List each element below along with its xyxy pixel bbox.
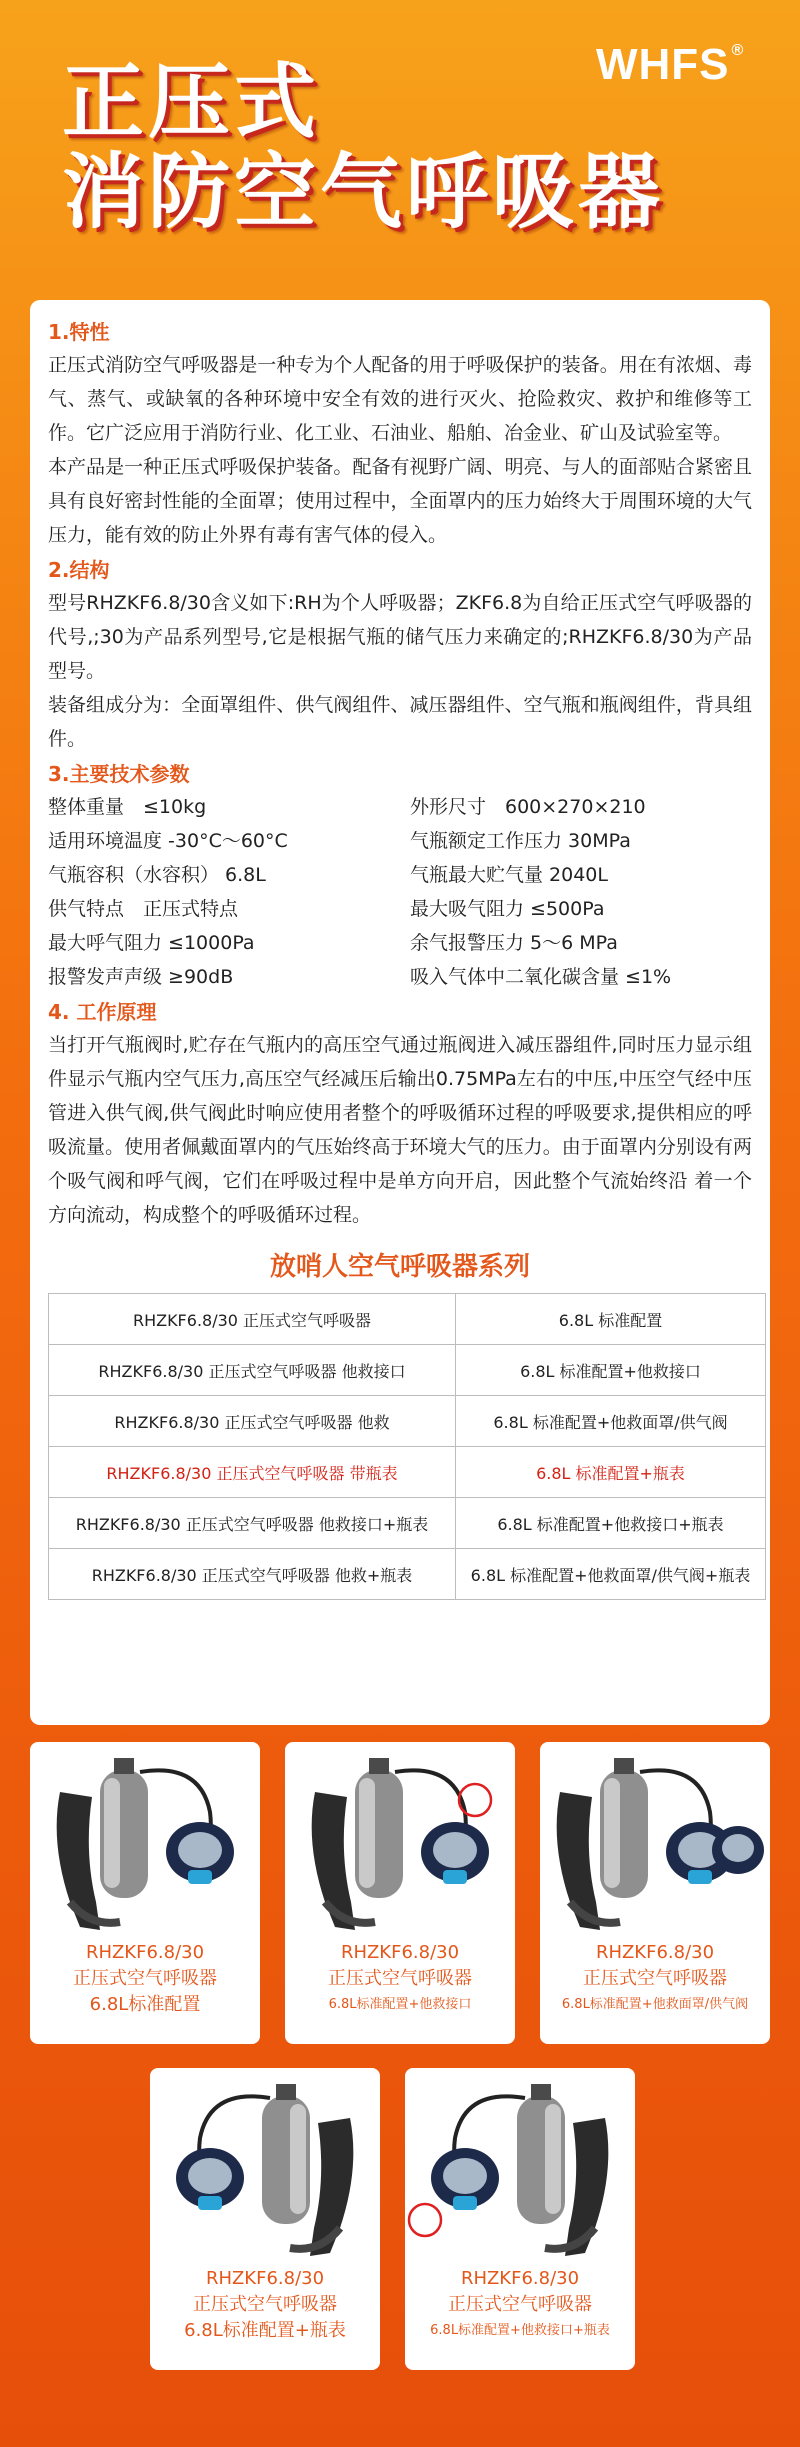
series-table [48, 1293, 766, 1600]
apparatus-image [30, 1742, 260, 1942]
hero-title [62, 55, 665, 241]
param: 最大吸气阻力 ≤500Pa [410, 898, 605, 920]
table-row [49, 1345, 766, 1396]
hero-title-line2: 消防空气呼吸器 [62, 145, 665, 241]
table-cell: 6.8L 标准配置 [456, 1294, 766, 1345]
param: 气瓶额定工作压力 30MPa [410, 830, 631, 852]
table-cell: 6.8L 标准配置+他救接口+瓶表 [456, 1498, 766, 1549]
hero-title-line1: 正压式 [62, 55, 321, 150]
section-title-structure: 2.结构 [48, 558, 110, 582]
brand-logo: WHFS ® [596, 40, 745, 89]
param: 整体重量 ≤10kg [48, 796, 207, 818]
product-card [405, 2068, 635, 2370]
product-card [285, 1742, 515, 2044]
product-card [150, 2068, 380, 2370]
section-title-features: 1.特性 [48, 320, 110, 344]
features-paragraph-1: 正压式消防空气呼吸器是一种专为个人配备的用于呼吸保护的装备。用在有浓烟、毒气、蒸气、或缺氧的各种环境中安全有效的进行灭火、抢险救灾、救护和维修等工作。它广泛应用于消防行业、化工业、石油业、船舶、冶金业、矿山及试验室等。 [48, 354, 752, 444]
product-model: RHZKF6.8/30 [595, 1942, 715, 1963]
registered-mark: ® [731, 42, 745, 59]
structure-paragraph-1: 型号RHZKF6.8/30含义如下:RH为个人呼吸器；ZKF6.8为自给正压式空气呼吸器的代号,;30为产品系列型号,它是根据气瓶的储气压力来确定的;RHZKF6.8/30为产品型号。 [48, 592, 752, 682]
highlight-circle [409, 2204, 441, 2236]
apparatus-image [285, 1742, 515, 1942]
table-row [49, 1396, 766, 1447]
param: 气瓶最大贮气量 2040L [410, 864, 608, 886]
product-config: 6.8L标准配置+他救接口 [328, 1997, 472, 2012]
section-title-parameters: 3.主要技术参数 [48, 762, 190, 786]
table-cell: 6.8L 标准配置+他救接口 [456, 1345, 766, 1396]
table-cell: RHZKF6.8/30 正压式空气呼吸器 他救接口+瓶表 [49, 1498, 456, 1549]
parameter-grid [48, 790, 752, 994]
product-name: 正压式空气呼吸器 [448, 2294, 592, 2315]
product-name: 正压式空气呼吸器 [73, 1968, 217, 1989]
apparatus-image [540, 1742, 770, 1942]
series-title: 放哨人空气呼吸器系列 [269, 1252, 530, 1282]
product-card [30, 1742, 260, 2044]
product-config: 6.8L标准配置+他救面罩/供气阀 [561, 1997, 749, 2012]
param: 外形尺寸 600×270×210 [410, 796, 646, 818]
param: 报警发声声级 ≥90dB [48, 966, 234, 988]
table-cell: RHZKF6.8/30 正压式空气呼吸器 [49, 1294, 456, 1345]
table-cell: 6.8L 标准配置+他救面罩/供气阀+瓶表 [456, 1549, 766, 1600]
product-model: RHZKF6.8/30 [205, 2268, 325, 2289]
param: 适用环境温度 -30°C～60°C [48, 830, 288, 852]
section-title-principle: 4. 工作原理 [48, 1000, 157, 1024]
param: 吸入气体中二氧化碳含量 ≤1% [410, 966, 672, 988]
product-model: RHZKF6.8/30 [340, 1942, 460, 1963]
param: 气瓶容积（水容积） 6.8L [48, 864, 266, 886]
apparatus-image [150, 2068, 380, 2268]
highlight-circle [459, 1784, 491, 1816]
product-model: RHZKF6.8/30 [85, 1942, 205, 1963]
structure-paragraph-2: 装备组成分为：全面罩组件、供气阀组件、减压器组件、空气瓶和瓶阀组件，背具组件。 [48, 694, 752, 750]
table-row [49, 1549, 766, 1600]
table-cell: RHZKF6.8/30 正压式空气呼吸器 他救 [49, 1396, 456, 1447]
param: 最大呼气阻力 ≤1000Pa [48, 932, 255, 954]
table-row [49, 1294, 766, 1345]
table-row [49, 1498, 766, 1549]
features-paragraph-2: 本产品是一种正压式呼吸保护装备。配备有视野广阔、明亮、与人的面部贴合紧密且具有良好密封性能的全面罩；使用过程中，全面罩内的压力始终大于周围环境的大气压力，能有效的防止外界有毒有害气体的侵入。 [48, 456, 752, 546]
product-config: 6.8L标准配置+他救接口+瓶表 [430, 2323, 610, 2338]
table-cell: 6.8L 标准配置+他救面罩/供气阀 [456, 1396, 766, 1447]
table-row-highlighted [49, 1447, 766, 1498]
product-name: 正压式空气呼吸器 [193, 2294, 337, 2315]
table-cell: RHZKF6.8/30 正压式空气呼吸器 他救+瓶表 [49, 1549, 456, 1600]
product-name: 正压式空气呼吸器 [583, 1968, 727, 1989]
product-name: 正压式空气呼吸器 [328, 1968, 472, 1989]
table-cell: 6.8L 标准配置+瓶表 [456, 1447, 766, 1498]
apparatus-image [405, 2068, 635, 2268]
table-cell: RHZKF6.8/30 正压式空气呼吸器 带瓶表 [49, 1447, 456, 1498]
spec-card [30, 300, 770, 1725]
param: 供气特点 正压式特点 [48, 898, 239, 920]
product-card [540, 1742, 770, 2044]
product-config: 6.8L标准配置+瓶表 [184, 2320, 346, 2341]
table-cell: RHZKF6.8/30 正压式空气呼吸器 他救接口 [49, 1345, 456, 1396]
product-model: RHZKF6.8/30 [460, 2268, 580, 2289]
principle-paragraph: 当打开气瓶阀时,贮存在气瓶内的高压空气通过瓶阀进入减压器组件,同时压力显示组件显示气瓶内空气压力,高压空气经减压后输出0.75MPa左右的中压,中压空气经中压管进入供气阀,供气阀此时响应使用者整个的呼吸循环过程的呼吸要求,提供相应的呼吸流量。使用者佩戴面罩内的气压始终高于环境大气的压力。由于面罩内分别设有两个吸气阀和呼气阀，它们在呼吸过程中是单方向开启，因此整个气流始终沿 着一个方向流动，构成整个的呼吸循环过程。 [48, 1034, 752, 1226]
product-config: 6.8L标准配置 [89, 1994, 201, 2015]
param: 余气报警压力 5～6 MPa [410, 932, 618, 954]
